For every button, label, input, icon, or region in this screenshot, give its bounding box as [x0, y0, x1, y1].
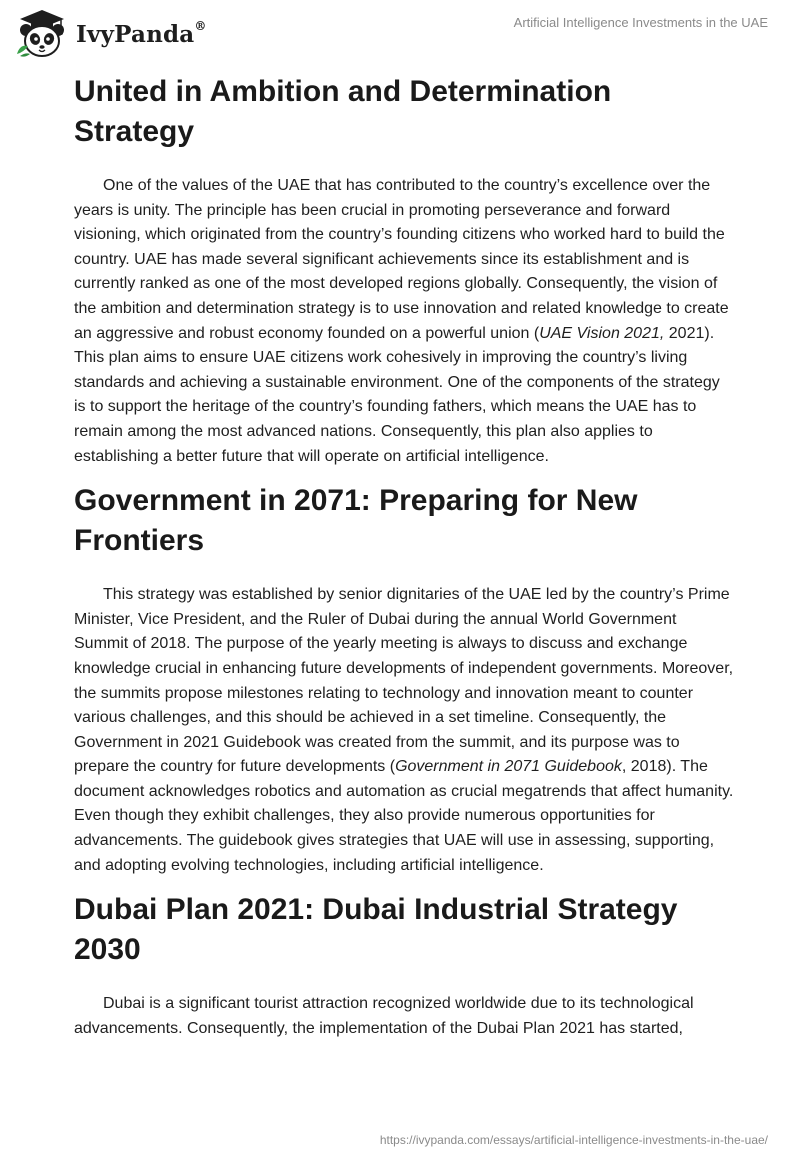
section-government-2071: [74, 481, 734, 878]
ivypanda-logo[interactable]: [14, 8, 207, 58]
brand-name: IvyPanda®: [76, 18, 207, 48]
source-url[interactable]: https://ivypanda.com/essays/artificial-intelligence-investments-in-the-uae/: [379, 1133, 768, 1147]
document-title: Artificial Intelligence Investments in the UAE: [513, 15, 768, 30]
page-header: [0, 0, 800, 70]
section-heading: Dubai Plan 2021: Dubai Industrial Strategy 2030: [74, 893, 678, 967]
citation: UAE Vision 2021,: [539, 324, 665, 342]
panda-graduate-icon: [14, 8, 70, 58]
citation: Government in 2071 Guidebook: [395, 758, 622, 776]
section-heading: Government in 2071: Preparing for New Frontiers: [74, 484, 638, 558]
paragraph: This strategy was established by senior dignitaries of the UAE led by the country’s Prime Minister, Vice President, and the Ruler of Dubai during the annual World Government Summit of 2018. The purpose of the yearly meeting is always to discuss and exchange knowledge crucial in enhancing future developments of independent governments. Moreover, the summits propose milestones relating to technology and innovation meant to counter various challenges, and this should be achieved in a set timeline. Consequently, the Government in 2021 Guidebook was created from the summit, and its purpose was to prepare the country for future developments (Government in 2071 Guidebook, 2018). The document acknowledges robotics and automation as crucial megatrends that affect humanity. Even though they exhibit challenges, they also provide numerous opportunities for advancements. The guidebook gives strategies that UAE will use in assessing, supporting, and adopting evolving technologies, including artificial intelligence.: [74, 586, 734, 874]
essay-content: [74, 72, 734, 1053]
section-heading: United in Ambition and Determination Strategy: [74, 75, 612, 148]
paragraph: Dubai is a significant tourist attraction recognized worldwide due to its technological advancements. Consequently, the implementation of the Dubai Plan 2021 has started,: [74, 995, 694, 1037]
section-dubai-plan: [74, 890, 734, 1041]
paragraph: One of the values of the UAE that has contributed to the country’s excellence over the years is unity. The principle has been crucial in promoting perseverance and forward visioning, which originated from the country’s founding citizens who worked hard to build the country. UAE has made several significant achievements since its establishment and is currently ranked as one of the most developed regions globally. Consequently, the vision of the ambition and determination strategy is to use innovation and related knowledge to create an aggressive and robust economy founded on a powerful union (UAE Vision 2021, 2021). This plan aims to ensure UAE citizens work cohesively in improving the country’s living standards and achieving a sustainable environment. One of the components of the strategy is to support the heritage of the country’s founding fathers, which means the UAE has to remain among the most advanced nations. Consequently, this plan also applies to establishing a better future that will operate on artificial intelligence.: [74, 177, 729, 465]
section-ambition: [74, 72, 734, 469]
